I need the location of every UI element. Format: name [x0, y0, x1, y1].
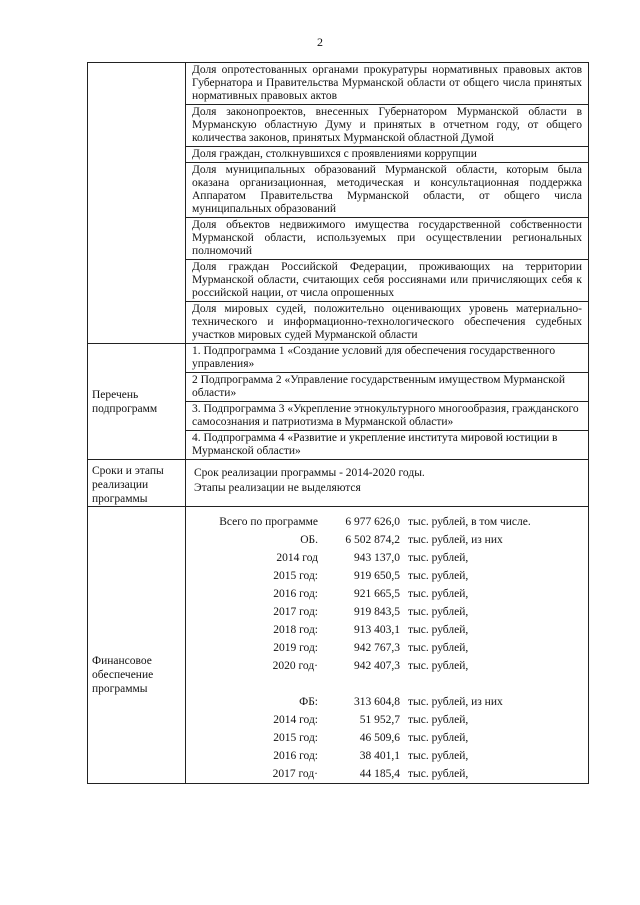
periods-label: Сроки и этапы реализации программы: [92, 465, 164, 505]
finance-line-unit: тыс. рублей,: [408, 570, 469, 582]
finance-line: [186, 567, 531, 585]
finance-line-unit: тыс. рублей,: [408, 606, 469, 618]
finance-line-label: 2014 год:: [273, 714, 318, 726]
finance-label-cell: [88, 507, 186, 784]
finance-line: [186, 621, 531, 639]
finance-line-value: 942 407,3: [354, 660, 400, 672]
finance-line: [186, 639, 531, 657]
subprograms-row: [88, 344, 589, 460]
finance-line-value: 38 401,1: [359, 750, 400, 762]
finance-gap: [186, 675, 531, 693]
finance-line-label: 2015 год:: [273, 570, 318, 582]
finance-line: [186, 765, 531, 783]
finance-line-value: 942 767,3: [354, 642, 400, 654]
finance-cell: [186, 507, 589, 784]
finance-line-value: 943 137,0: [354, 552, 400, 564]
finance-line-unit: тыс. рублей,: [408, 714, 469, 726]
indicator-item: Доля объектов недвижимого имущества государственной собственности Мурманской области, используемых при осуществлении региональных полномочий: [186, 218, 588, 260]
finance-line-label: 2017 год·: [272, 768, 318, 780]
finance-row: [88, 507, 589, 784]
finance-line-label: 2017 год:: [273, 606, 318, 618]
indicator-item: Доля граждан Российской Федерации, проживающих на территории Мурманской области, считающих себя россиянами или причисляющих себя к российской нации, от числа опрошенных: [186, 260, 588, 302]
finance-line-label: 2015 год:: [273, 732, 318, 744]
finance-line: [186, 657, 531, 675]
finance-line-unit: тыс. рублей,: [408, 588, 469, 600]
finance-line-label: 2016 год:: [273, 588, 318, 600]
finance-line: [186, 729, 531, 747]
finance-label: Финансовое обеспечение программы: [92, 655, 154, 695]
periods-line-2: Этапы реализации не выделяются: [194, 482, 361, 494]
indicators-cell: [186, 63, 589, 344]
finance-line: [186, 693, 531, 711]
finance-line: [186, 549, 531, 567]
finance-line-value: 921 665,5: [354, 588, 400, 600]
finance-line-unit: тыс. рублей,: [408, 624, 469, 636]
finance-line-value: 51 952,7: [359, 714, 400, 726]
indicators-row: [88, 63, 589, 344]
subprogram-item: 4. Подпрограмма 4 «Развитие и укрепление института мировой юстиции в Мурманской области»: [192, 432, 558, 457]
finance-line-value: 919 650,5: [354, 570, 400, 582]
subprogram-item: 2 Подпрограмма 2 «Управление государственным имуществом Мурманской области»: [186, 373, 588, 402]
finance-line: [186, 531, 531, 549]
indicator-item: Доля граждан, столкнувшихся с проявлениями коррупции: [186, 147, 588, 163]
finance-line-label: ФБ:: [299, 696, 318, 708]
subprograms-label-cell: [88, 344, 186, 460]
passport-table: [87, 62, 589, 784]
subprograms-label: Перечень подпрограмм: [92, 388, 158, 415]
indicator-item: Доля опротестованных органами прокуратуры нормативных правовых актов Губернатора и Правительства Мурманской области от общего числа принятых нормативных правовых актов: [186, 63, 588, 105]
finance-line-value: 6 977 626,0: [345, 516, 400, 528]
finance-line-label: ОБ.: [300, 534, 318, 546]
finance-line: [186, 747, 531, 765]
finance-line-label: 2018 год:: [273, 624, 318, 636]
subprograms-cell: [186, 344, 589, 460]
finance-line-unit: тыс. рублей,: [408, 750, 469, 762]
finance-line-value: 919 843,5: [354, 606, 400, 618]
finance-line-value: 313 604,8: [354, 696, 400, 708]
finance-line-value: 6 502 874,2: [345, 534, 400, 546]
finance-line-unit: тыс. рублей,: [408, 552, 469, 564]
finance-line-label: 2016 год:: [273, 750, 318, 762]
finance-line-unit: тыс. рублей, в том числе.: [408, 516, 531, 528]
indicator-item: Доля мировых судей, положительно оценивающих уровень материально-технического и информационно-технологического обеспечения судебных участков мировых судей Мурманской области: [192, 303, 582, 341]
finance-line-label: 2019 год:: [273, 642, 318, 654]
finance-line: [186, 513, 531, 531]
periods-cell: [186, 460, 589, 507]
finance-line-value: 44 185,4: [359, 768, 400, 780]
finance-line: [186, 603, 531, 621]
finance-line: [186, 711, 531, 729]
finance-line-unit: тыс. рублей, из них: [408, 534, 503, 546]
finance-line-value: 46 509,6: [359, 732, 400, 744]
finance-line-label: 2014 год: [276, 552, 318, 564]
periods-line-1: Срок реализации программы - 2014-2020 годы.: [194, 467, 425, 479]
finance-line-label: 2020 год·: [272, 660, 318, 672]
subprogram-item: 1. Подпрограмма 1 «Создание условий для обеспечения государственного управления»: [186, 344, 588, 373]
finance-line: [186, 585, 531, 603]
page-number: 2: [317, 35, 323, 49]
finance-table: [186, 513, 531, 783]
indicator-item: Доля муниципальных образований Мурманской области, которым была оказана организационная, методическая и консультационная поддержка Аппаратом Правительства Мурманской области, от общего числа муниципальных образований: [186, 163, 588, 218]
finance-line-unit: тыс. рублей,: [408, 642, 469, 654]
indicators-label-cell: [88, 63, 186, 344]
periods-label-cell: [88, 460, 186, 507]
finance-line-unit: тыс. рублей,: [408, 660, 469, 672]
indicator-item: Доля законопроектов, внесенных Губернатором Мурманской области в Мурманскую областную Думу и принятых в отчетном году, от общего количества законов, принятых Мурманской областной Думой: [186, 105, 588, 147]
finance-line-unit: тыс. рублей, из них: [408, 696, 503, 708]
subprogram-item: 3. Подпрограмма 3 «Укрепление этнокультурного многообразия, гражданского самосознания и патриотизма в Мурманской области»: [186, 402, 588, 431]
finance-line-unit: тыс. рублей,: [408, 768, 469, 780]
finance-line-label: Всего по программе: [219, 516, 318, 528]
periods-row: [88, 460, 589, 507]
finance-line-unit: тыс. рублей,: [408, 732, 469, 744]
finance-line-value: 913 403,1: [354, 624, 400, 636]
